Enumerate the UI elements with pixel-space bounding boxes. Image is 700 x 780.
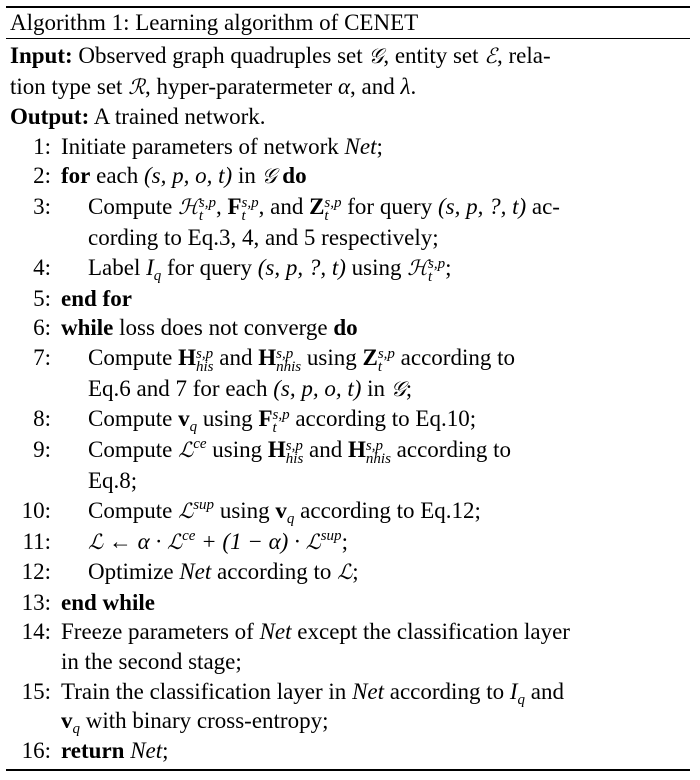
math-G: 𝒢 bbox=[390, 376, 406, 401]
math-H: ℋ bbox=[178, 194, 199, 219]
math-alpha: α bbox=[337, 73, 351, 99]
subscript: nhis bbox=[365, 451, 391, 468]
step-content bbox=[61, 161, 686, 192]
superscript: sup bbox=[320, 527, 342, 544]
line-number: 7: bbox=[33, 344, 51, 370]
keyword-end-for: end for bbox=[61, 285, 132, 311]
semicolon: ; bbox=[405, 375, 413, 401]
input-block bbox=[10, 41, 686, 102]
line-number: 5: bbox=[33, 285, 51, 311]
superscript: s,p bbox=[198, 194, 216, 211]
superscript: s,p bbox=[285, 438, 303, 455]
superscript: s,p bbox=[241, 194, 259, 211]
subscript: his bbox=[195, 358, 214, 375]
algorithm-name: Learning algorithm of CENET bbox=[135, 10, 419, 35]
math-I: I bbox=[146, 254, 154, 280]
step-content bbox=[61, 677, 686, 736]
output-label: Output: bbox=[10, 104, 90, 130]
input-label: Input: bbox=[10, 43, 73, 68]
keyword-while: while bbox=[61, 315, 114, 341]
math-I: I bbox=[509, 678, 518, 704]
algorithm-label: Algorithm 1: bbox=[10, 10, 130, 35]
step-2 bbox=[10, 161, 686, 192]
step-4 bbox=[10, 253, 686, 284]
step-text: with binary cross-entropy; bbox=[85, 708, 329, 734]
step-content bbox=[61, 132, 686, 162]
superscript: ce bbox=[182, 527, 196, 544]
step-text: Compute bbox=[88, 344, 173, 370]
subscript: t bbox=[377, 358, 382, 375]
math-R: ℛ bbox=[128, 74, 145, 99]
step-text: according to bbox=[389, 678, 505, 704]
step-text: Compute bbox=[88, 193, 173, 219]
algorithm-body bbox=[6, 39, 690, 769]
step-text: Train the classification layer in bbox=[61, 678, 347, 704]
step-content bbox=[61, 284, 686, 314]
line-number: 9: bbox=[33, 437, 51, 463]
math-v: v bbox=[178, 406, 190, 432]
math-net: Net bbox=[259, 619, 292, 645]
math-query: (s, p, ?, t) bbox=[257, 254, 346, 280]
bottom-rule bbox=[6, 769, 690, 771]
step-text: in bbox=[237, 163, 256, 189]
step-16 bbox=[10, 736, 686, 766]
subscript: q bbox=[517, 691, 526, 708]
math-net: Net bbox=[179, 559, 212, 585]
step-10 bbox=[10, 496, 686, 527]
subscript: q bbox=[153, 267, 162, 284]
sup-sub bbox=[241, 194, 259, 224]
math-quadruple: (s, p, o, t) bbox=[273, 375, 362, 401]
step-text: , and bbox=[258, 193, 304, 219]
input-text: , and bbox=[350, 73, 395, 99]
input-text: . bbox=[410, 73, 417, 99]
semicolon: ; bbox=[376, 133, 383, 159]
keyword-for: for bbox=[61, 163, 91, 189]
math-lambda: λ bbox=[400, 73, 411, 99]
step-content bbox=[61, 253, 686, 284]
line-number: 12: bbox=[21, 559, 51, 585]
step-text: for query bbox=[167, 254, 252, 280]
math-H-bold: H bbox=[178, 344, 196, 370]
step-text: Optimize bbox=[88, 559, 174, 585]
line-number: 11: bbox=[22, 528, 51, 554]
step-text: except the classification layer bbox=[297, 619, 570, 645]
math-net: Net bbox=[344, 133, 377, 159]
line-number: 14: bbox=[21, 619, 51, 645]
math-L: ℒ bbox=[166, 529, 183, 554]
line-number: 15: bbox=[21, 678, 51, 704]
input-text: , entity set bbox=[383, 43, 479, 68]
step-text: using bbox=[351, 254, 402, 280]
superscript: sup bbox=[193, 496, 215, 513]
step-text: Label bbox=[88, 254, 141, 280]
math-F: F bbox=[227, 193, 242, 219]
sup-sub bbox=[428, 255, 446, 285]
sup-sub bbox=[377, 345, 395, 375]
math-H-bold: H bbox=[258, 344, 277, 370]
subscript: t bbox=[241, 207, 246, 224]
subscript: his bbox=[285, 451, 304, 468]
math-H-bold: H bbox=[348, 437, 366, 463]
step-text: Eq.8; bbox=[88, 468, 138, 494]
step-15 bbox=[10, 677, 686, 736]
step-text: and bbox=[309, 437, 343, 463]
step-text: according to Eq.10; bbox=[295, 406, 477, 432]
math-quadruple: (s, p, o, t) bbox=[144, 163, 233, 189]
step-content bbox=[61, 588, 686, 618]
keyword-return: return bbox=[61, 737, 125, 763]
subscript: nhis bbox=[276, 358, 302, 375]
math-net: Net bbox=[130, 737, 163, 763]
math-L: ℒ bbox=[305, 529, 321, 554]
input-text: Observed graph quadruples set bbox=[78, 43, 363, 68]
step-content: Compute ℋ s,p t , F s,p t , and Z s,p t for query (s, p, ?, t) ac- cording to Eq.3, 4, and 5 respectively; bbox=[88, 193, 560, 250]
line-number: 13: bbox=[21, 589, 51, 615]
math-G: 𝒢 bbox=[261, 164, 277, 189]
step-text: in the second stage; bbox=[61, 648, 242, 674]
math-v: v bbox=[275, 497, 287, 523]
step-8 bbox=[10, 404, 686, 435]
step-13 bbox=[10, 588, 686, 618]
line-number: 4: bbox=[33, 254, 51, 280]
math-L: ℒ bbox=[337, 560, 353, 585]
step-content bbox=[61, 404, 686, 435]
step-text: each bbox=[96, 163, 139, 189]
step-text: ac- bbox=[531, 193, 560, 219]
step-content bbox=[61, 736, 686, 766]
input-text: , rela- bbox=[497, 43, 551, 68]
math-Z: Z bbox=[362, 344, 378, 370]
line-number: 16: bbox=[21, 737, 51, 763]
math-H-bold: H bbox=[267, 437, 286, 463]
superscript: s,p bbox=[377, 345, 395, 362]
semicolon: ; bbox=[352, 559, 359, 585]
step-content bbox=[61, 435, 686, 496]
math-Z: Z bbox=[309, 193, 325, 219]
line-number: 2: bbox=[33, 163, 51, 189]
semicolon: ; bbox=[445, 254, 452, 280]
superscript: s,p bbox=[195, 345, 214, 362]
step-5 bbox=[10, 284, 686, 314]
sup-sub bbox=[286, 440, 304, 466]
math-expression: + (1 − α) · bbox=[195, 528, 306, 554]
subscript: q bbox=[286, 510, 295, 527]
line-number: 1: bbox=[33, 133, 51, 159]
step-text: loss does not converge bbox=[119, 315, 328, 341]
math-expression: ← α · bbox=[108, 528, 167, 554]
math-v: v bbox=[61, 708, 73, 734]
superscript: s,p bbox=[324, 194, 342, 211]
step-text: Compute bbox=[88, 406, 173, 432]
step-12 bbox=[10, 557, 686, 588]
sup-sub bbox=[366, 440, 391, 466]
math-G: 𝒢 bbox=[368, 44, 384, 68]
subscript: t bbox=[324, 207, 329, 224]
step-1 bbox=[10, 132, 686, 162]
step-content bbox=[61, 313, 686, 343]
step-text: Initiate parameters of network bbox=[61, 133, 339, 159]
step-content bbox=[61, 617, 686, 676]
step-content bbox=[61, 527, 686, 558]
semicolon: ; bbox=[162, 737, 169, 763]
step-text: and bbox=[219, 344, 253, 370]
semicolon: ; bbox=[341, 528, 348, 554]
keyword-end-while: end while bbox=[61, 589, 155, 615]
step-text: cording to Eq.3, 4, and 5 respectively; bbox=[88, 224, 439, 250]
math-E: ℰ bbox=[484, 44, 497, 68]
algorithm-box bbox=[6, 6, 690, 771]
step-text: according to bbox=[400, 344, 515, 370]
step-text: using bbox=[306, 344, 357, 370]
subscript: t bbox=[198, 207, 204, 224]
step-6 bbox=[10, 313, 686, 343]
output-block bbox=[10, 102, 686, 132]
math-L: ℒ bbox=[178, 498, 194, 523]
step-text: using bbox=[219, 497, 270, 523]
math-F: F bbox=[258, 406, 273, 432]
algorithm-title bbox=[6, 8, 690, 38]
step-text: Eq.6 and 7 for each bbox=[88, 375, 268, 401]
step-text: using bbox=[202, 406, 253, 432]
step-content bbox=[61, 557, 686, 588]
step-7 bbox=[10, 343, 686, 405]
step-3 bbox=[10, 192, 686, 253]
line-number: 3: bbox=[33, 193, 51, 219]
sup-sub bbox=[195, 345, 214, 375]
line-number: 8: bbox=[33, 406, 51, 432]
step-content bbox=[61, 496, 686, 527]
superscript: ce bbox=[193, 436, 207, 453]
step-11 bbox=[10, 527, 686, 558]
math-L: ℒ bbox=[178, 438, 194, 463]
math-query: (s, p, ?, t) bbox=[437, 193, 527, 219]
math-net: Net bbox=[352, 678, 385, 704]
step-text: according to bbox=[396, 437, 511, 463]
input-text: tion type set bbox=[10, 73, 123, 99]
math-H: ℋ bbox=[407, 255, 428, 280]
superscript: s,p bbox=[272, 407, 290, 424]
superscript: s,p bbox=[276, 345, 294, 362]
step-text: Compute bbox=[88, 497, 173, 523]
sup-sub bbox=[273, 409, 290, 435]
input-text: , hyper-paratermeter bbox=[144, 73, 333, 99]
step-text: in bbox=[367, 375, 386, 401]
keyword-do: do bbox=[282, 163, 307, 189]
sup-sub bbox=[276, 345, 302, 375]
line-number: 6: bbox=[33, 315, 51, 341]
subscript: t bbox=[428, 268, 433, 285]
superscript: s,p bbox=[365, 438, 383, 455]
keyword-do: do bbox=[333, 315, 358, 341]
step-content bbox=[61, 343, 686, 405]
superscript: s,p bbox=[428, 255, 446, 272]
line-number: 10: bbox=[21, 497, 51, 523]
output-text: A trained network. bbox=[93, 104, 266, 130]
step-text: Freeze parameters of bbox=[61, 619, 254, 645]
step-9 bbox=[10, 435, 686, 496]
sup-sub bbox=[324, 194, 342, 224]
step-text: according to bbox=[217, 559, 332, 585]
subscript: q bbox=[189, 419, 198, 436]
step-text: for query bbox=[347, 193, 433, 219]
step-text: using bbox=[212, 437, 263, 463]
step-text: Compute bbox=[88, 437, 173, 463]
step-text: according to Eq.12; bbox=[300, 497, 481, 523]
step-14 bbox=[10, 617, 686, 676]
math-L: ℒ bbox=[88, 529, 104, 554]
subscript: t bbox=[272, 420, 277, 437]
step-text: and bbox=[530, 678, 564, 704]
subscript: q bbox=[72, 721, 80, 738]
sup-sub bbox=[198, 194, 216, 224]
